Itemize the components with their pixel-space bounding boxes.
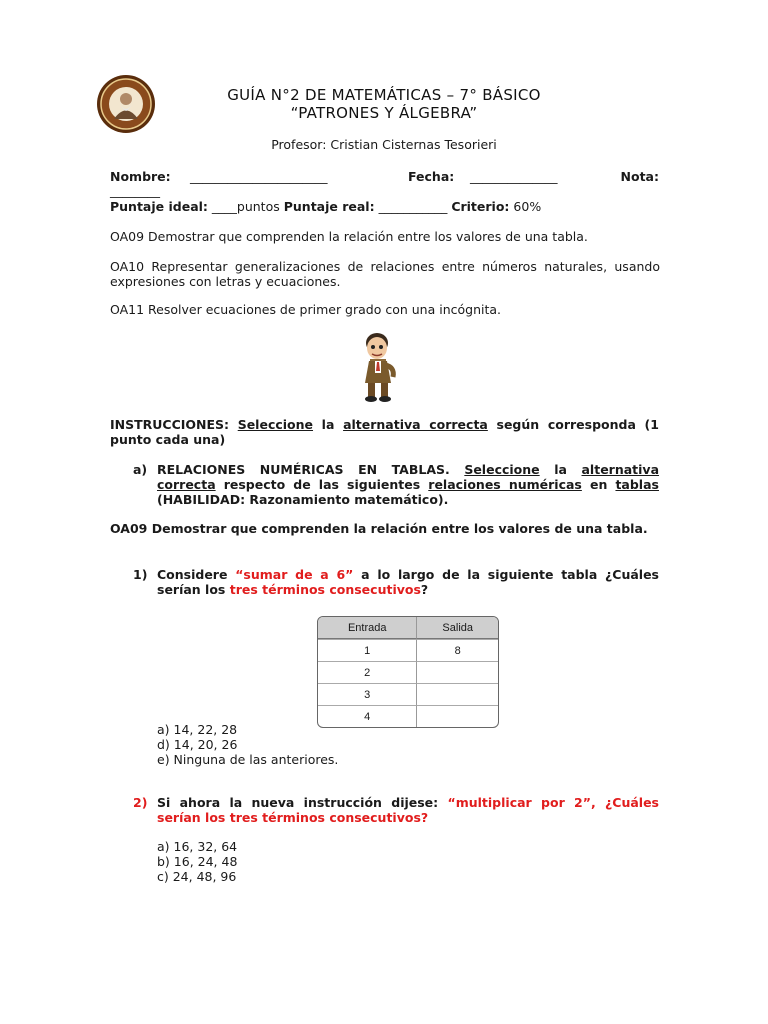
score-row bbox=[110, 199, 541, 214]
q2-option-b[interactable]: b) 16, 24, 48 bbox=[157, 854, 238, 869]
nota-label: Nota: bbox=[620, 169, 659, 184]
nombre-label: Nombre: bbox=[110, 169, 171, 184]
nombre-field[interactable]: ______________________ bbox=[190, 169, 328, 184]
objective-oa10: OA10 Representar generalizaciones de relaciones entre números naturales, usando expresiones con letras y ecuaciones. bbox=[110, 259, 660, 289]
table-cell: 8 bbox=[416, 639, 498, 661]
table-header-entrada: Entrada bbox=[318, 617, 416, 639]
fecha-label: Fecha: bbox=[408, 169, 455, 184]
table-cell: 2 bbox=[318, 661, 416, 683]
table-row bbox=[318, 661, 498, 683]
question-2-text: Si ahora la nueva instrucción dijese: “multiplicar por 2”, ¿Cuáles serían los tres términos consecutivos? bbox=[157, 795, 659, 825]
puntaje-ideal-label: Puntaje ideal: bbox=[110, 199, 208, 214]
document-subtitle: “PATRONES Y ÁLGEBRA” bbox=[290, 104, 478, 122]
table-row bbox=[318, 705, 498, 727]
q1-option-d[interactable]: d) 14, 20, 26 bbox=[157, 737, 238, 752]
question-1-number: 1) bbox=[133, 567, 148, 582]
objective-oa09: OA09 Demostrar que comprenden la relación entre los valores de una tabla. bbox=[110, 229, 588, 244]
q2-option-a[interactable]: a) 16, 32, 64 bbox=[157, 839, 238, 854]
puntaje-real-label: Puntaje real: bbox=[283, 199, 375, 214]
q1-option-e[interactable]: e) Ninguna de las anteriores. bbox=[157, 752, 339, 767]
document-title: GUÍA N°2 DE MATEMÁTICAS – 7° BÁSICO bbox=[227, 86, 541, 104]
question-2-number: 2) bbox=[133, 795, 148, 810]
nota-field[interactable]: ________ bbox=[110, 183, 160, 198]
puntaje-ideal-field[interactable]: ____puntos bbox=[211, 199, 280, 214]
oa09-heading: OA09 Demostrar que comprenden la relación entre los valores de una tabla. bbox=[110, 521, 648, 536]
table-cell: 1 bbox=[318, 639, 416, 661]
table-row bbox=[318, 683, 498, 705]
fecha-field[interactable]: ______________ bbox=[470, 169, 558, 184]
objective-oa11: OA11 Resolver ecuaciones de primer grado con una incógnita. bbox=[110, 302, 502, 317]
input-output-table bbox=[317, 616, 499, 728]
q2-option-c[interactable]: c) 24, 48, 96 bbox=[157, 869, 237, 884]
table-header-salida: Salida bbox=[416, 617, 498, 639]
cartoon-character-image bbox=[355, 331, 407, 403]
puntaje-real-field[interactable]: ___________ bbox=[378, 199, 448, 214]
q1-option-a[interactable]: a) 14, 22, 28 bbox=[157, 722, 238, 737]
table-cell: 4 bbox=[318, 705, 416, 727]
section-a-text: RELACIONES NUMÉRICAS EN TABLAS. Seleccione la alternativa correcta respecto de las siguientes relaciones numéricas en tablas (HABILIDAD: Razonamiento matemático). bbox=[157, 462, 660, 507]
instructions: INSTRUCCIONES: Seleccione la alternativa correcta según corresponda (1 punto cada una) bbox=[110, 417, 659, 447]
table-cell[interactable] bbox=[416, 683, 498, 705]
criterio-value: 60% bbox=[513, 199, 542, 214]
criterio-label: Criterio: bbox=[451, 199, 510, 214]
section-a-marker: a) bbox=[133, 462, 148, 477]
question-1-text: Considere “sumar de a 6” a lo largo de la siguiente tabla ¿Cuáles serían los tres términos consecutivos? bbox=[157, 567, 659, 597]
table-cell: 3 bbox=[318, 683, 416, 705]
teacher-name: Profesor: Cristian Cisternas Tesorieri bbox=[271, 137, 497, 152]
table-cell[interactable] bbox=[416, 661, 498, 683]
table-cell[interactable] bbox=[416, 705, 498, 727]
table-row bbox=[318, 639, 498, 661]
